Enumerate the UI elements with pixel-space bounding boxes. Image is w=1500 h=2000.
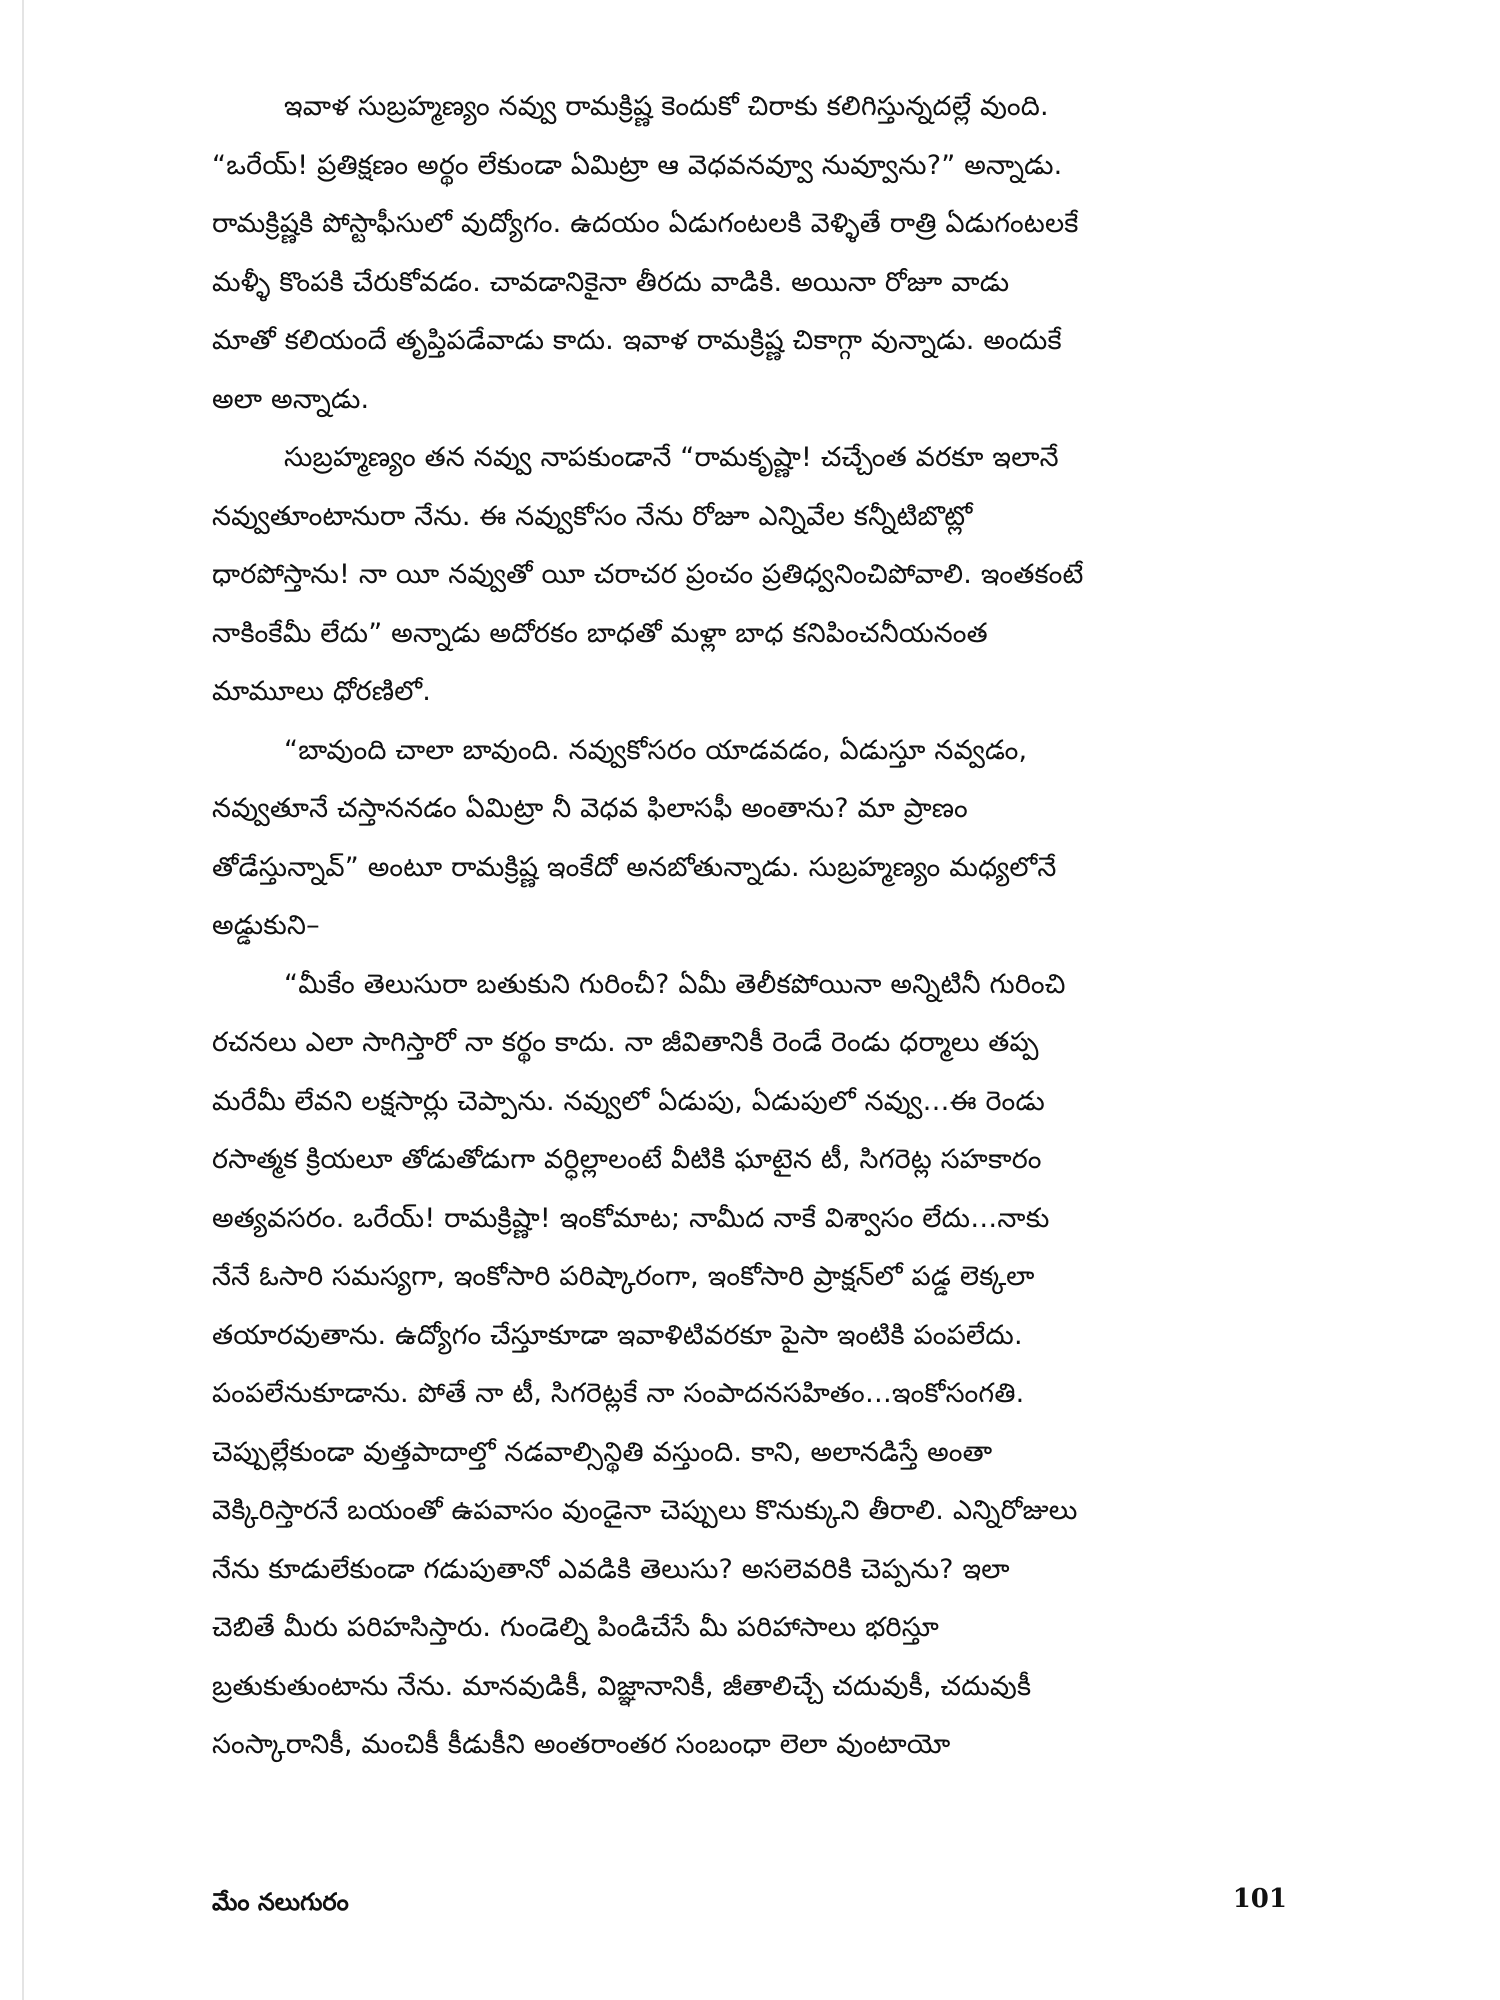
text-line: నేనే ఓసారి సమస్యగా, ఇంకోసారి పరిష్కారంగా, ఇంకోసారి ప్రాక్షన్‌లో పడ్డ లెక్కలా <box>212 1261 1035 1292</box>
text-line: సంస్కారానికీ, మంచికీ కీడుకీని అంతరాంతర సంబంధా లెలా వుంటాయో <box>212 1729 951 1760</box>
text-line: వెక్కిరిస్తారనే బయంతో ఉపవాసం వుండైనా చెప్పులు కొనుక్కుని తీరాలి. ఎన్నిరోజులు <box>212 1495 1078 1526</box>
body-text <box>212 78 1287 1775</box>
text-line: ధారపోస్తాను! నా యీ నవ్వుతో యీ చరాచర ప్రంచం ప్రతిధ్వనించిపోవాలి. ఇంతకంటే <box>212 559 1084 590</box>
page-footer <box>212 1884 1287 1928</box>
text-line: చెప్పుల్లేకుండా వుత్తపాదాల్తో నడవాల్సిన్థితి వస్తుంది. కాని, అలానడిస్తే అంతా <box>212 1436 993 1468</box>
text-line: రామక్రిష్ణకి పోస్టాఫీసులో వుద్యోగం. ఉదయం ఏడుగంటలకి వెళ్ళితే రాత్రి ఏడుగంటలకే <box>212 208 1079 239</box>
text-line: రసాత్మక క్రియలూ తోడుతోడుగా వర్ధిల్లాలంటే వీటికి ఘాటైన టీ, సిగరెట్ల సహకారం <box>212 1144 1042 1175</box>
text-line: సుబ్రహ్మణ్యం తన నవ్వు నాపకుండానే “రామకృష్ణా! చచ్చేంత వరకూ ఇలానే <box>284 442 1059 473</box>
text-line: ఇవాళ సుబ్రహ్మణ్యం నవ్వు రామక్రిష్ణ కెందుకో చిరాకు కలిగిస్తున్నదల్లే వుంది. <box>284 91 1049 122</box>
text-line: మామూలు ధోరణిలో. <box>212 676 431 707</box>
text-line: అడ్డుకుని– <box>212 910 320 941</box>
text-line: బ్రతుకుతుంటాను నేను. మానవుడికీ, విజ్ఞానానికీ, జీతాలిచ్చే చదువుకీ, చదువుకీ <box>212 1670 1032 1702</box>
text-line: నేను కూడులేకుండా గడుపుతానో ఎవడికి తెలుసు? అసలెవరికి చెప్పను? ఇలా <box>212 1553 1010 1585</box>
text-line: నాకింకేమీ లేదు” అన్నాడు అదోరకం బాధతో మళ్లా బాధ కనిపించనీయనంత <box>212 617 988 649</box>
text-line: నవ్వుతూంటానురా నేను. ఈ నవ్వుకోసం నేను రోజూ ఎన్నివేల కన్నీటిబొట్లో <box>212 500 973 532</box>
page-number: 101 <box>1232 1884 1287 1914</box>
text-line: రచనలు ఎలా సాగిస్తారో నా కర్థం కాదు. నా జీవితానికీ రెండే రెండు ధర్మాలు తప్ప <box>212 1027 1039 1058</box>
text-line: మళ్ళీ కొంపకి చేరుకోవడం. చావడానికైనా తీరదు వాడికి. అయినా రోజూ వాడు <box>212 266 1010 298</box>
text-line: అత్యవసరం. ఒరేయ్! రామక్రిష్ణా! ఇంకోమాట; నామీద నాకే విశ్వాసం లేదు…నాకు <box>212 1202 1050 1234</box>
text-line: నవ్వుతూనే చస్తాననడం ఏమిట్రా నీ వెధవ ఫిలాసఫీ అంతాను? మా ప్రాణం <box>212 793 968 824</box>
text-line: “ఒరేయ్! ప్రతిక్షణం అర్థం లేకుండా ఏమిట్రా ఆ వెధవనవ్వూ నువ్వూను?” అన్నాడు. <box>212 149 1063 181</box>
text-line: మరేమీ లేవని లక్షసార్లు చెప్పాను. నవ్వులో ఏడుపు, ఏడుపులో నవ్వు…ఈ రెండు <box>212 1085 1045 1117</box>
text-line: చెబితే మీరు పరిహసిస్తారు. గుండెల్ని పిండిచేసే మీ పరిహాసాలు భరిస్తూ <box>212 1612 939 1643</box>
page-edge-shadow <box>22 0 24 2000</box>
text-line: మాతో కలియందే తృప్తిపడేవాడు కాదు. ఇవాళ రామక్రిష్ణ చికాగ్గా వున్నాడు. అందుకే <box>212 325 1062 356</box>
text-line: “బావుంది చాలా బావుంది. నవ్వుకోసరం యాడవడం, ఏడుస్తూ నవ్వడం, <box>284 734 1028 766</box>
text-line: అలా అన్నాడు. <box>212 383 370 415</box>
text-line: పంపలేనుకూడాను. పోతే నా టీ, సిగరెట్లకే నా సంపాదనసహితం…ఇంకోసంగతి. <box>212 1378 1025 1409</box>
book-title: మేం నలుగురం <box>212 1888 349 1916</box>
text-line: “మీకేం తెలుసురా బతుకుని గురించీ? ఏమీ తెలీకపోయినా అన్నిటినీ గురించి <box>284 968 1066 1000</box>
text-line: తయారవుతాను. ఉద్యోగం చేస్తూకూడా ఇవాళిటివరకూ పైసా ఇంటికి పంపలేదు. <box>212 1319 1023 1351</box>
text-line: తోడేస్తున్నావ్” అంటూ రామక్రిష్ణ ఇంకేదో అనబోతున్నాడు. సుబ్రహ్మణ్యం మధ్యలోనే <box>212 851 1057 883</box>
